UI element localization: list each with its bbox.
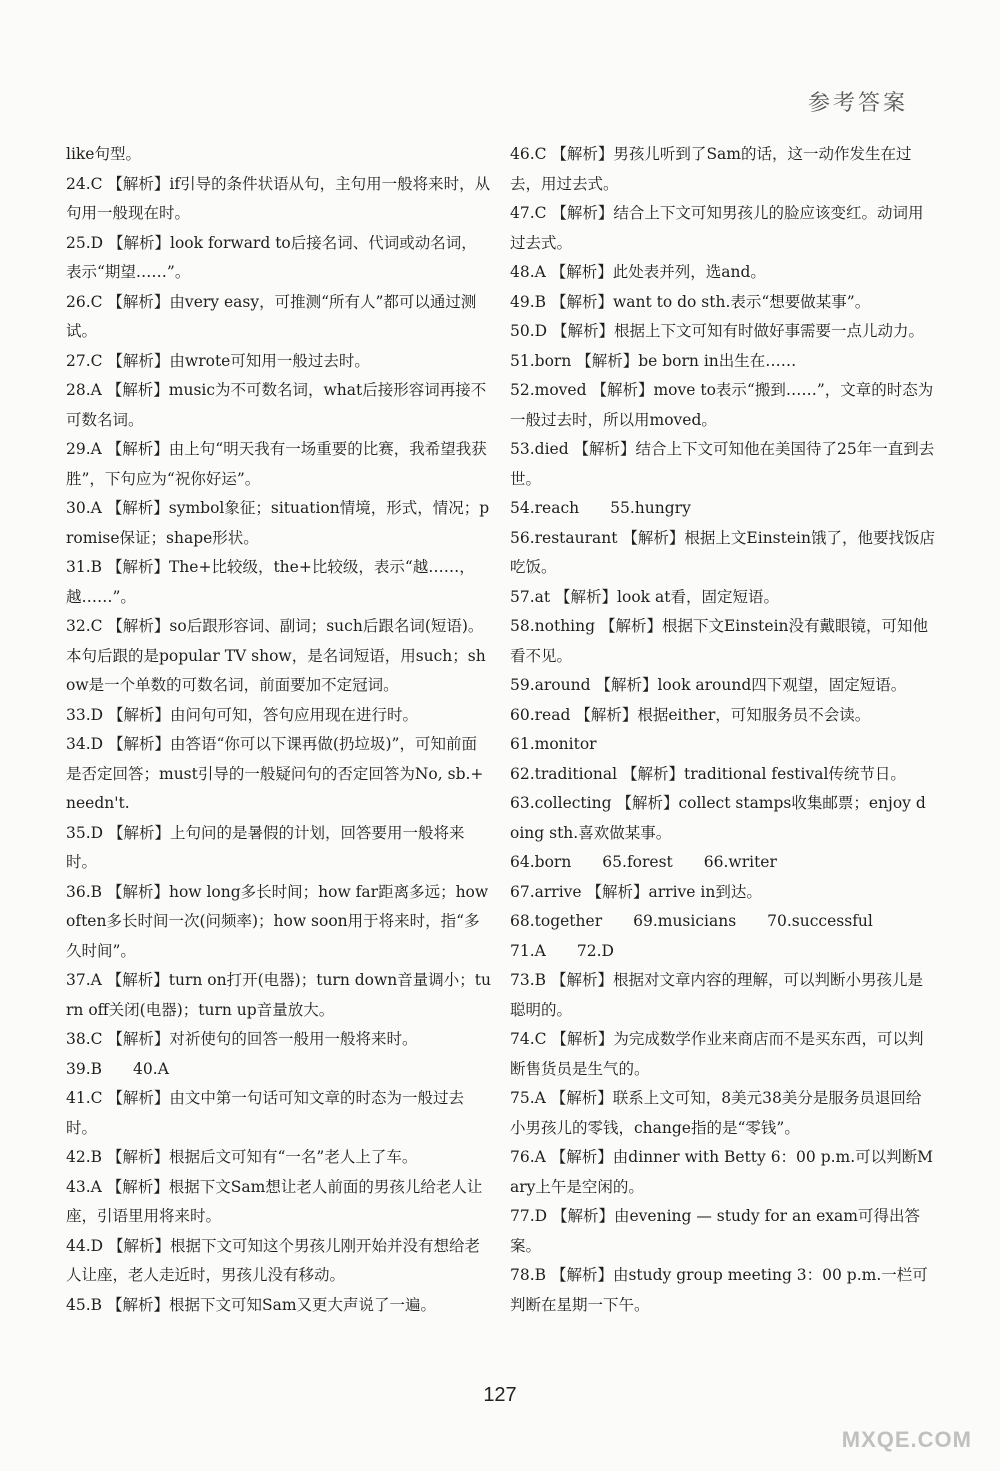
answer-entry: 56.restaurant 【解析】根据上文Einstein饿了，他要找饭店吃饭。: [510, 528, 935, 576]
answer-entry: 71.A 72.D: [510, 941, 614, 960]
answer-entry: 37.A 【解析】turn on打开(电器)；turn down音量调小；turn off关闭(电器)；turn up音量放大。: [66, 971, 491, 1019]
answer-entry: 54.reach 55.hungry: [510, 499, 691, 517]
answer-entry: 27.C 【解析】由wrote可知用一般过去时。: [66, 351, 370, 370]
answer-entry: 36.B 【解析】how long多长时间；how far距离多远；how often多长时间一次(问频率)；how soon用于将来时，指“多久时间”。: [66, 882, 489, 960]
answer-entry: 35.D 【解析】上句问的是暑假的计划，回答要用一般将来时。: [66, 823, 465, 871]
answer-entry: 30.A 【解析】symbol象征；situation情境，形式，情况；promise保证；shape形状。: [66, 499, 490, 547]
answer-entry: 64.born 65.forest 66.writer: [510, 853, 777, 871]
answer-entry: 33.D 【解析】由问句可知，答句应用现在进行时。: [66, 705, 419, 724]
answer-entry: 75.A 【解析】联系上文可知，8美元38美分是服务员退回给小男孩儿的零钱，change指的是“零钱”。: [510, 1089, 922, 1137]
answer-entry: 74.C 【解析】为完成数学作业来商店而不是买东西，可以判断售货员是生气的。: [510, 1030, 924, 1078]
answer-entry: 44.D 【解析】根据下文可知这个男孩儿刚开始并没有想给老人让座，老人走近时，男孩儿没有移动。: [66, 1236, 481, 1284]
site-watermark: MXQE.COM: [841, 1427, 972, 1452]
answer-entry: 58.nothing 【解析】根据下文Einstein没有戴眼镜，可知他看不见。: [510, 617, 929, 665]
answer-entry: 42.B 【解析】根据后文可知有“一名”老人上了车。: [66, 1148, 418, 1166]
answer-entry: 63.collecting 【解析】collect stamps收集邮票；enjoy doing sth.喜欢做某事。: [510, 794, 926, 842]
answer-entry: 67.arrive 【解析】arrive in到达。: [510, 882, 762, 901]
answer-column-left: [66, 140, 491, 1320]
answer-entry: 32.C 【解析】so后跟形容词、副词；such后跟名词(短语)。本句后跟的是popular TV show，是名词短语，用such；show是一个单数的可数名词，前面要加不定冠词。: [66, 617, 486, 694]
answer-column-right: [510, 140, 935, 1320]
answer-entry: 57.at 【解析】look at看，固定短语。: [510, 587, 779, 606]
answer-entry: 38.C 【解析】对祈使句的回答一般用一般将来时。: [66, 1030, 418, 1048]
answer-entry: 47.C 【解析】结合上下文可知男孩儿的脸应该变红。动词用过去式。: [510, 204, 924, 252]
answer-entry: like句型。: [66, 145, 141, 163]
answer-entry: 73.B 【解析】根据对文章内容的理解，可以判断小男孩儿是聪明的。: [510, 971, 923, 1019]
answer-entry: 46.C 【解析】男孩儿听到了Sam的话，这一动作发生在过去，用过去式。: [510, 145, 912, 193]
answer-entry: 77.D 【解析】由evening — study for an exam可得出答案。: [510, 1207, 920, 1255]
answer-entry: 41.C 【解析】由文中第一句话可知文章的时态为一般过去时。: [66, 1089, 464, 1137]
answer-entry: 59.around 【解析】look around四下观望，固定短语。: [510, 676, 907, 694]
answer-entry: 62.traditional 【解析】traditional festival传统节日。: [510, 764, 906, 783]
answer-entry: 76.A 【解析】由dinner with Betty 6：00 p.m.可以判断Mary上午是空闲的。: [510, 1148, 934, 1196]
answer-entry: 53.died 【解析】结合上下文可知他在美国待了25年一直到去世。: [510, 440, 935, 488]
answer-entry: 26.C 【解析】由very easy，可推测“所有人”都可以通过测试。: [66, 292, 477, 340]
answer-entry: 45.B 【解析】根据下文可知Sam又更大声说了一遍。: [66, 1295, 437, 1314]
answer-entry: 24.C 【解析】if引导的条件状语从句，主句用一般将来时，从句用一般现在时。: [66, 174, 491, 222]
answer-entry: 49.B 【解析】want to do sth.表示“想要做某事”。: [510, 292, 871, 311]
answer-entry: 28.A 【解析】music为不可数名词，what后接形容词再接不可数名词。: [66, 381, 487, 429]
answer-entry: 52.moved 【解析】move to表示“搬到……”，文章的时态为一般过去时，所以用moved。: [510, 381, 934, 429]
page-header-title: 参考答案: [807, 91, 908, 116]
answer-entry: 31.B 【解析】The+比较级，the+比较级，表示“越……，越……”。: [66, 558, 475, 606]
answer-entry: 29.A 【解析】由上句“明天我有一场重要的比赛，我希望我获胜”，下句应为“祝你好运”。: [66, 440, 487, 488]
answer-entry: 68.together 69.musicians 70.successful: [510, 912, 873, 930]
answer-entry: 48.A 【解析】此处表并列，选and。: [510, 263, 766, 281]
answer-entry: 34.D 【解析】由答语“你可以下课再做(扔垃圾)”，可知前面是否定回答；must引导的一般疑问句的否定回答为No, sb.+needn't.: [66, 735, 484, 812]
answer-entry: 78.B 【解析】由study group meeting 3：00 p.m.一栏可判断在星期一下午。: [510, 1266, 928, 1314]
answer-entry: 43.A 【解析】根据下文Sam想让老人前面的男孩儿给老人让座，引语里用将来时。: [66, 1177, 483, 1225]
answer-entry: 61.monitor: [510, 735, 597, 753]
answer-entry: 39.B 40.A: [66, 1059, 169, 1078]
answer-entry: 25.D 【解析】look forward to后接名词、代词或动名词，表示“期望……”。: [66, 233, 477, 281]
page-number: 127: [483, 1384, 517, 1406]
answer-entry: 60.read 【解析】根据either，可知服务员不会读。: [510, 705, 871, 724]
answer-entry: 51.born 【解析】be born in出生在……: [510, 351, 797, 370]
answer-entry: 50.D 【解析】根据上下文可知有时做好事需要一点儿动力。: [510, 322, 925, 340]
